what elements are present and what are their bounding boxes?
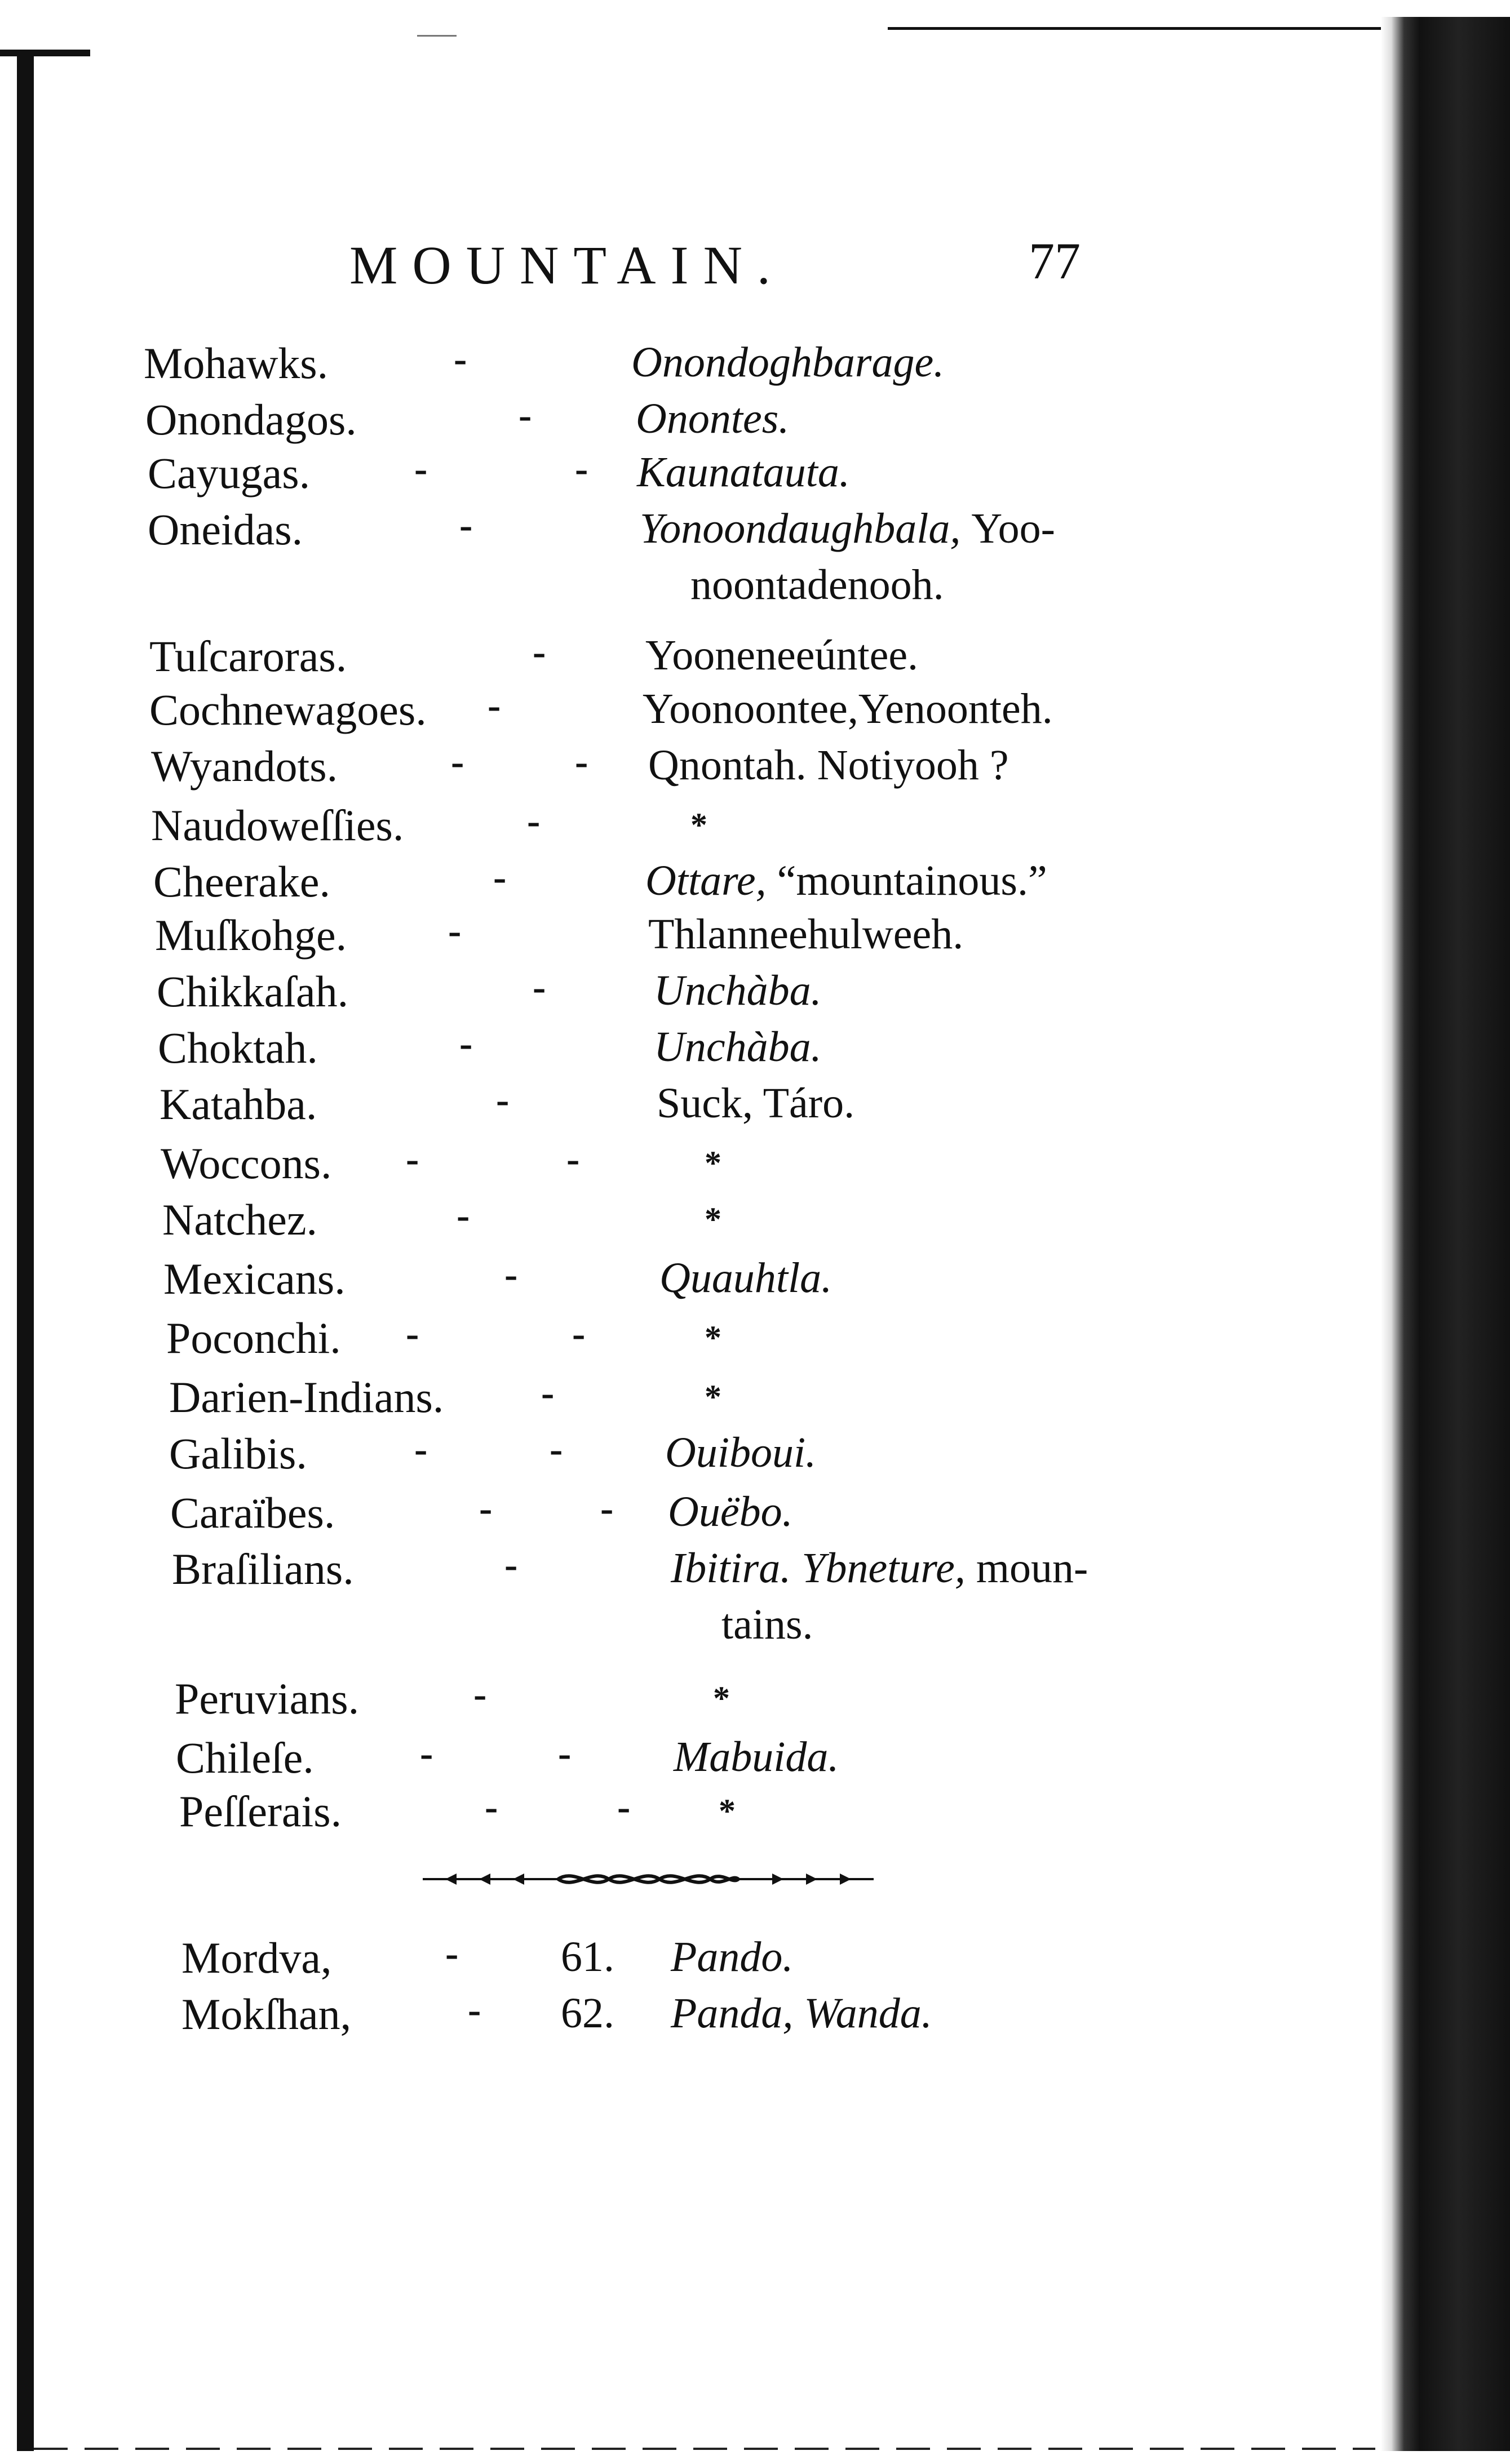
leader-dash: - <box>488 684 501 727</box>
gloss-primary: * <box>713 1680 730 1717</box>
leader-dash: - <box>504 1253 518 1297</box>
gloss-primary: Ottare, <box>645 857 767 904</box>
entry-gloss <box>674 1733 839 1782</box>
leader-dash: - <box>457 1194 470 1237</box>
gloss-roman: moun- <box>976 1544 1088 1592</box>
asterisk-mark <box>705 1378 721 1417</box>
gloss-secondary: Wanda. <box>804 1990 932 2037</box>
entry-name: Mexicans. <box>163 1254 346 1303</box>
entry-name: Cayugas. <box>148 449 311 498</box>
entry-name: Tuſcaroras. <box>149 632 347 681</box>
gloss-primary: Pando. <box>671 1933 794 1981</box>
leader-dash: - <box>448 909 462 953</box>
entry-name: Galibis. <box>169 1429 307 1478</box>
leader-dash: - <box>558 1732 572 1775</box>
entry-name: Darien-Indians. <box>169 1373 444 1422</box>
leader-dash: - <box>493 856 507 899</box>
gloss-primary: * <box>705 1319 721 1356</box>
entry-name: Mohawks. <box>144 339 329 388</box>
footer-entry-name: Mokſhan, <box>181 1990 352 2039</box>
entry-gloss <box>631 338 944 387</box>
scan-border-left <box>17 51 34 2451</box>
entry-name: Onondagos. <box>145 395 357 444</box>
leader-dash: - <box>459 504 473 547</box>
gloss-primary: Ibitira. <box>671 1544 791 1592</box>
entry-gloss <box>645 856 1047 905</box>
page-edge-shadow <box>1381 17 1510 2451</box>
running-head: MOUNTAIN. <box>349 235 785 295</box>
asterisk-mark <box>705 1144 721 1183</box>
gloss-roman: “mountainous.” <box>777 857 1047 904</box>
leader-dash: - <box>420 1732 433 1775</box>
gloss-primary: Yonoondaughbala, <box>640 505 961 552</box>
ornament-divider <box>423 1868 874 1890</box>
gloss-primary: Thlanneehulweeh. <box>648 911 964 958</box>
gloss-primary: * <box>719 1792 736 1830</box>
gloss-primary: Unchàba. <box>654 967 822 1014</box>
footer-entry-name: Mordva, <box>181 1933 332 1982</box>
gloss-primary: * <box>705 1201 721 1238</box>
leader-dash: - <box>445 1932 459 1975</box>
leader-dash: - <box>575 740 588 784</box>
gloss-primary: Quauhtla. <box>659 1254 833 1302</box>
gloss-primary: * <box>690 806 707 843</box>
gloss-roman: Notiyooh ? <box>817 742 1009 789</box>
leader-dash: - <box>575 447 588 491</box>
entry-name: Oneidas. <box>148 505 303 554</box>
entry-name: Braſilians. <box>172 1544 354 1593</box>
entry-gloss <box>665 1428 816 1477</box>
asterisk-mark <box>705 1200 721 1239</box>
scan-border-cap <box>0 50 90 56</box>
entry-name: Woccons. <box>161 1139 332 1188</box>
entry-name: Katahba. <box>160 1080 317 1129</box>
entry-name: Poconchi. <box>166 1313 341 1362</box>
leader-dash: - <box>550 1428 563 1471</box>
leader-dash: - <box>533 966 546 1009</box>
leader-dash: - <box>468 1988 481 2032</box>
entry-gloss <box>659 1254 832 1303</box>
gloss-primary: Yoonoontee,Yenoonteh. <box>643 685 1053 732</box>
gloss-roman: Yoo- <box>971 505 1055 552</box>
gloss-primary: Onontes. <box>636 395 790 442</box>
entry-name: Caraïbes. <box>170 1488 335 1537</box>
leader-dash: - <box>414 447 428 491</box>
entry-number: 62. <box>561 1990 614 2037</box>
gloss-primary: Yooneneeúntee. <box>645 632 919 679</box>
gloss-primary: Suck, Táro. <box>657 1080 855 1127</box>
gloss-primary: Panda, <box>671 1990 794 2037</box>
gloss-primary: Unchàba. <box>654 1023 822 1071</box>
scan-mark <box>417 35 457 37</box>
asterisk-mark <box>719 1792 736 1831</box>
entry-gloss <box>654 966 822 1015</box>
leader-dash: - <box>459 1022 473 1065</box>
entry-gloss <box>657 1079 854 1128</box>
leader-dash: - <box>572 1312 586 1356</box>
footer-entry-gloss <box>671 1989 932 2038</box>
leader-dash: - <box>479 1487 493 1530</box>
entry-name: Cochnewagoes. <box>149 685 427 734</box>
entry-number: 61. <box>561 1933 614 1981</box>
entry-name: Cheerake. <box>153 857 330 906</box>
gloss-continuation: noontadenooh. <box>690 561 944 609</box>
entry-gloss <box>648 910 963 959</box>
asterisk-mark <box>690 806 707 845</box>
entry-gloss <box>636 394 789 443</box>
entry-gloss <box>643 685 1053 734</box>
scan-border-bottom <box>34 2448 1375 2450</box>
page-number: 77 <box>1029 232 1081 290</box>
gloss-primary: Ouëbo. <box>668 1488 793 1535</box>
entry-gloss <box>640 504 1055 553</box>
entry-name: Natchez. <box>162 1195 317 1244</box>
leader-dash: - <box>504 1543 518 1587</box>
entry-gloss <box>648 741 1009 790</box>
gloss-secondary: Ybneture, <box>802 1544 966 1592</box>
gloss-primary: * <box>705 1144 721 1182</box>
gloss-continuation: tains. <box>721 1601 813 1648</box>
asterisk-mark <box>705 1318 721 1357</box>
leader-dash: - <box>454 338 467 381</box>
gloss-primary: Mabuida. <box>674 1733 839 1781</box>
leader-dash: - <box>566 1138 580 1181</box>
leader-dash: - <box>541 1371 555 1415</box>
gloss-primary: * <box>705 1378 721 1415</box>
entry-name: Naudoweſſies. <box>151 801 404 850</box>
gloss-primary: Onondoghbarage. <box>631 339 945 386</box>
leader-dash: - <box>617 1786 631 1829</box>
leader-dash: - <box>485 1786 498 1829</box>
entry-gloss <box>645 631 918 680</box>
leader-dash: - <box>600 1487 614 1530</box>
entry-name: Peſſerais. <box>179 1787 342 1836</box>
entry-name: Chileſe. <box>176 1733 314 1782</box>
entry-gloss <box>668 1488 793 1537</box>
entry-name: Peruvians. <box>175 1674 360 1723</box>
entry-name: Chikkaſah. <box>157 967 349 1016</box>
scan-border-top <box>888 27 1401 30</box>
leader-dash: - <box>451 740 464 784</box>
gloss-primary: Qnontah. <box>648 742 807 789</box>
entry-name: Choktah. <box>158 1023 318 1072</box>
leader-dash: - <box>406 1312 419 1356</box>
entry-name: Wyandots. <box>151 742 338 791</box>
leader-dash: - <box>473 1673 487 1716</box>
entry-gloss <box>671 1544 1088 1593</box>
leader-dash: - <box>533 631 546 674</box>
leader-dash: - <box>519 394 532 437</box>
footer-entry-gloss <box>671 1933 793 1982</box>
leader-dash: - <box>496 1078 510 1122</box>
leader-dash: - <box>414 1428 428 1471</box>
leader-dash: - <box>527 800 541 843</box>
leader-dash: - <box>406 1138 419 1181</box>
gloss-primary: Ouiboui. <box>665 1429 817 1476</box>
asterisk-mark <box>713 1679 730 1718</box>
gloss-primary: Kaunatauta. <box>637 449 850 496</box>
entry-gloss <box>654 1023 822 1072</box>
entry-name: Muſkohge. <box>155 911 347 960</box>
entry-gloss <box>637 448 850 497</box>
